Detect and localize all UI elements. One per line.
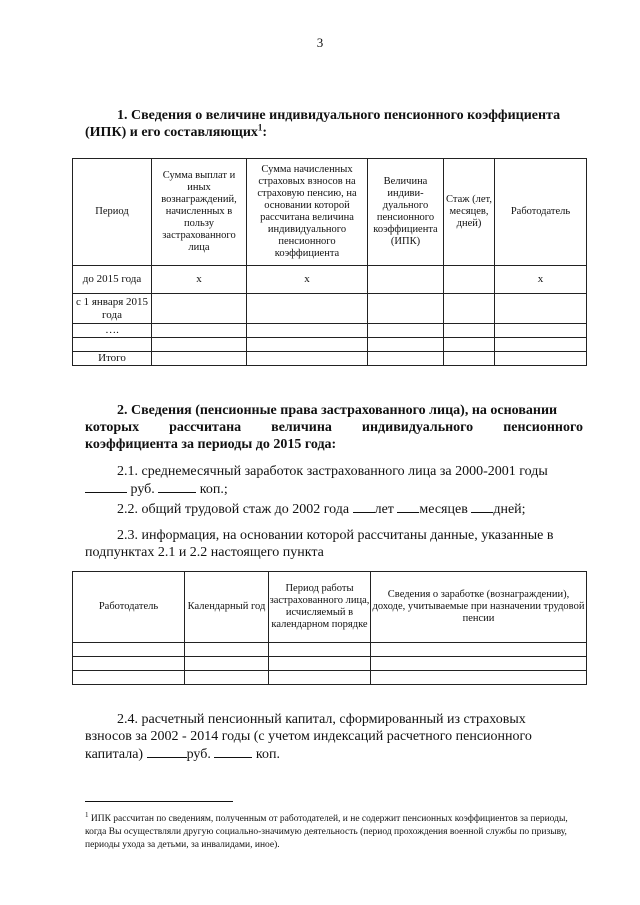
table-cell	[152, 324, 247, 338]
table-cell	[368, 338, 444, 352]
ipk-table-header	[73, 159, 587, 266]
table-cell: с 1 января 2015 года	[73, 294, 152, 324]
table-cell	[495, 324, 587, 338]
table-cell: до 2015 года	[73, 266, 152, 294]
table-cell	[368, 352, 444, 366]
table-row	[73, 324, 587, 338]
table-cell	[444, 338, 495, 352]
table-cell: х	[152, 266, 247, 294]
table-row	[73, 294, 587, 324]
table-cell	[444, 324, 495, 338]
table-cell	[368, 294, 444, 324]
section2-title-line2: которых рассчитана величина индивидуального пенсионного	[85, 420, 583, 435]
years-blank[interactable]	[353, 500, 375, 513]
capital-kop-blank[interactable]	[214, 745, 252, 758]
earnings-header-period: Период работы застрахованного лица, исчисляемый в календарном порядке	[269, 572, 371, 643]
table-cell	[152, 352, 247, 366]
table-cell	[152, 338, 247, 352]
paragraph-2-3: 2.3. информация, на основании которой рассчитаны данные, указанные в подпунктах 2.1 и 2.2 настоящего пункта	[85, 528, 554, 560]
table-cell	[247, 338, 368, 352]
ipk-table	[72, 158, 587, 366]
section1-title-line1: 1. Сведения о величине индивидуального пенсионного коэффициента	[117, 108, 561, 123]
ipk-header-ipk: Величина индиви-дуального пенсионного коэффициента (ИПК)	[368, 159, 444, 266]
footnote-divider	[85, 801, 233, 802]
ipk-header-contributions: Сумма начисленных страховых взносов на страховую пенсию, на основании которой рассчитана величина индивидуального пенсионного коэффициента	[247, 159, 368, 266]
footnote-text: ИПК рассчитан по сведениям, полученным от работодателей, и не содержит пенсионных коэффициентов за периоды, когда Вы осуществляли другую социально-значимую деятельность (период прохождения военной службы по призыву, периоды ухода за детьми, за инвалидами, иное).	[85, 814, 568, 851]
salary-kop-blank[interactable]	[158, 480, 196, 493]
section2-title-line1: 2. Сведения (пенсионные права застрахованного лица), на основании	[117, 403, 558, 418]
earnings-table-header	[73, 572, 587, 643]
table-cell	[495, 338, 587, 352]
earnings-table	[72, 571, 587, 685]
table-row	[73, 338, 587, 352]
section2-title-line3: коэффициента за периоды до 2015 года:	[85, 437, 337, 452]
section2-title	[85, 402, 583, 453]
footnote-ref: 1	[257, 122, 263, 133]
earnings-header-year: Календарный год	[185, 572, 269, 643]
earnings-header-employer: Работодатель	[73, 572, 185, 643]
page-number: 3	[316, 35, 324, 50]
ipk-header-employer: Работодатель	[495, 159, 587, 266]
table-cell: ….	[73, 324, 152, 338]
section1-title: 1. Сведения о величине индивидуального пенсионного коэффициента (ИПК) и его составляющих$^1$:	[85, 108, 561, 140]
table-cell	[152, 294, 247, 324]
paragraph-2-2: 2.2. общий трудовой стаж до 2002 года лет месяцев дней;	[117, 502, 526, 517]
section1-title-line2: (ИПК) и его составляющих	[85, 125, 258, 140]
months-blank[interactable]	[397, 500, 419, 513]
table-cell	[247, 324, 368, 338]
table-cell: х	[247, 266, 368, 294]
table-row	[73, 643, 587, 657]
table-cell	[247, 294, 368, 324]
table-row	[73, 266, 587, 294]
paragraph-2-4: 2.4. расчетный пенсионный капитал, сформированный из страховых взносов за 2002 - 2014 годы (с учетом индексаций расчетного пенсионного капитала) руб. коп.	[85, 712, 532, 762]
ipk-header-experience: Стаж (лет, месяцев, дней)	[444, 159, 495, 266]
table-row-total	[73, 352, 587, 366]
table-cell	[368, 324, 444, 338]
paragraph-2-1: 2.1. среднемесячный заработок застрахованного лица за 2000-2001 годы руб. коп.;	[85, 463, 583, 498]
table-cell	[368, 266, 444, 294]
table-cell	[495, 352, 587, 366]
table-cell: Итого	[73, 352, 152, 366]
footnote: $^1$ ИПК рассчитан по сведениям, полученным от работодателей, и не содержит пенсионных коэффициентов за периоды, когда Вы осуществляли другую социально-значимую деятельность (период прохождения военной службы по призыву, периоды ухода за детьми, за инвалидами, иное).	[85, 811, 568, 851]
ipk-header-period: Период	[73, 159, 152, 266]
table-row	[73, 657, 587, 671]
table-cell	[247, 352, 368, 366]
table-cell: х	[495, 266, 587, 294]
table-row	[73, 671, 587, 685]
table-cell	[495, 294, 587, 324]
capital-rub-blank[interactable]	[147, 745, 187, 758]
table-cell	[444, 294, 495, 324]
table-cell	[444, 266, 495, 294]
table-cell	[73, 338, 152, 352]
table-cell	[444, 352, 495, 366]
salary-rub-blank[interactable]	[85, 480, 127, 493]
earnings-header-earnings: Сведения о заработке (вознаграждении), доходе, учитываемые при назначении трудовой пенсии	[371, 572, 587, 643]
ipk-header-payments: Сумма выплат и иных вознаграждений, начисленных в пользу застрахованного лица	[152, 159, 247, 266]
days-blank[interactable]	[471, 500, 493, 513]
